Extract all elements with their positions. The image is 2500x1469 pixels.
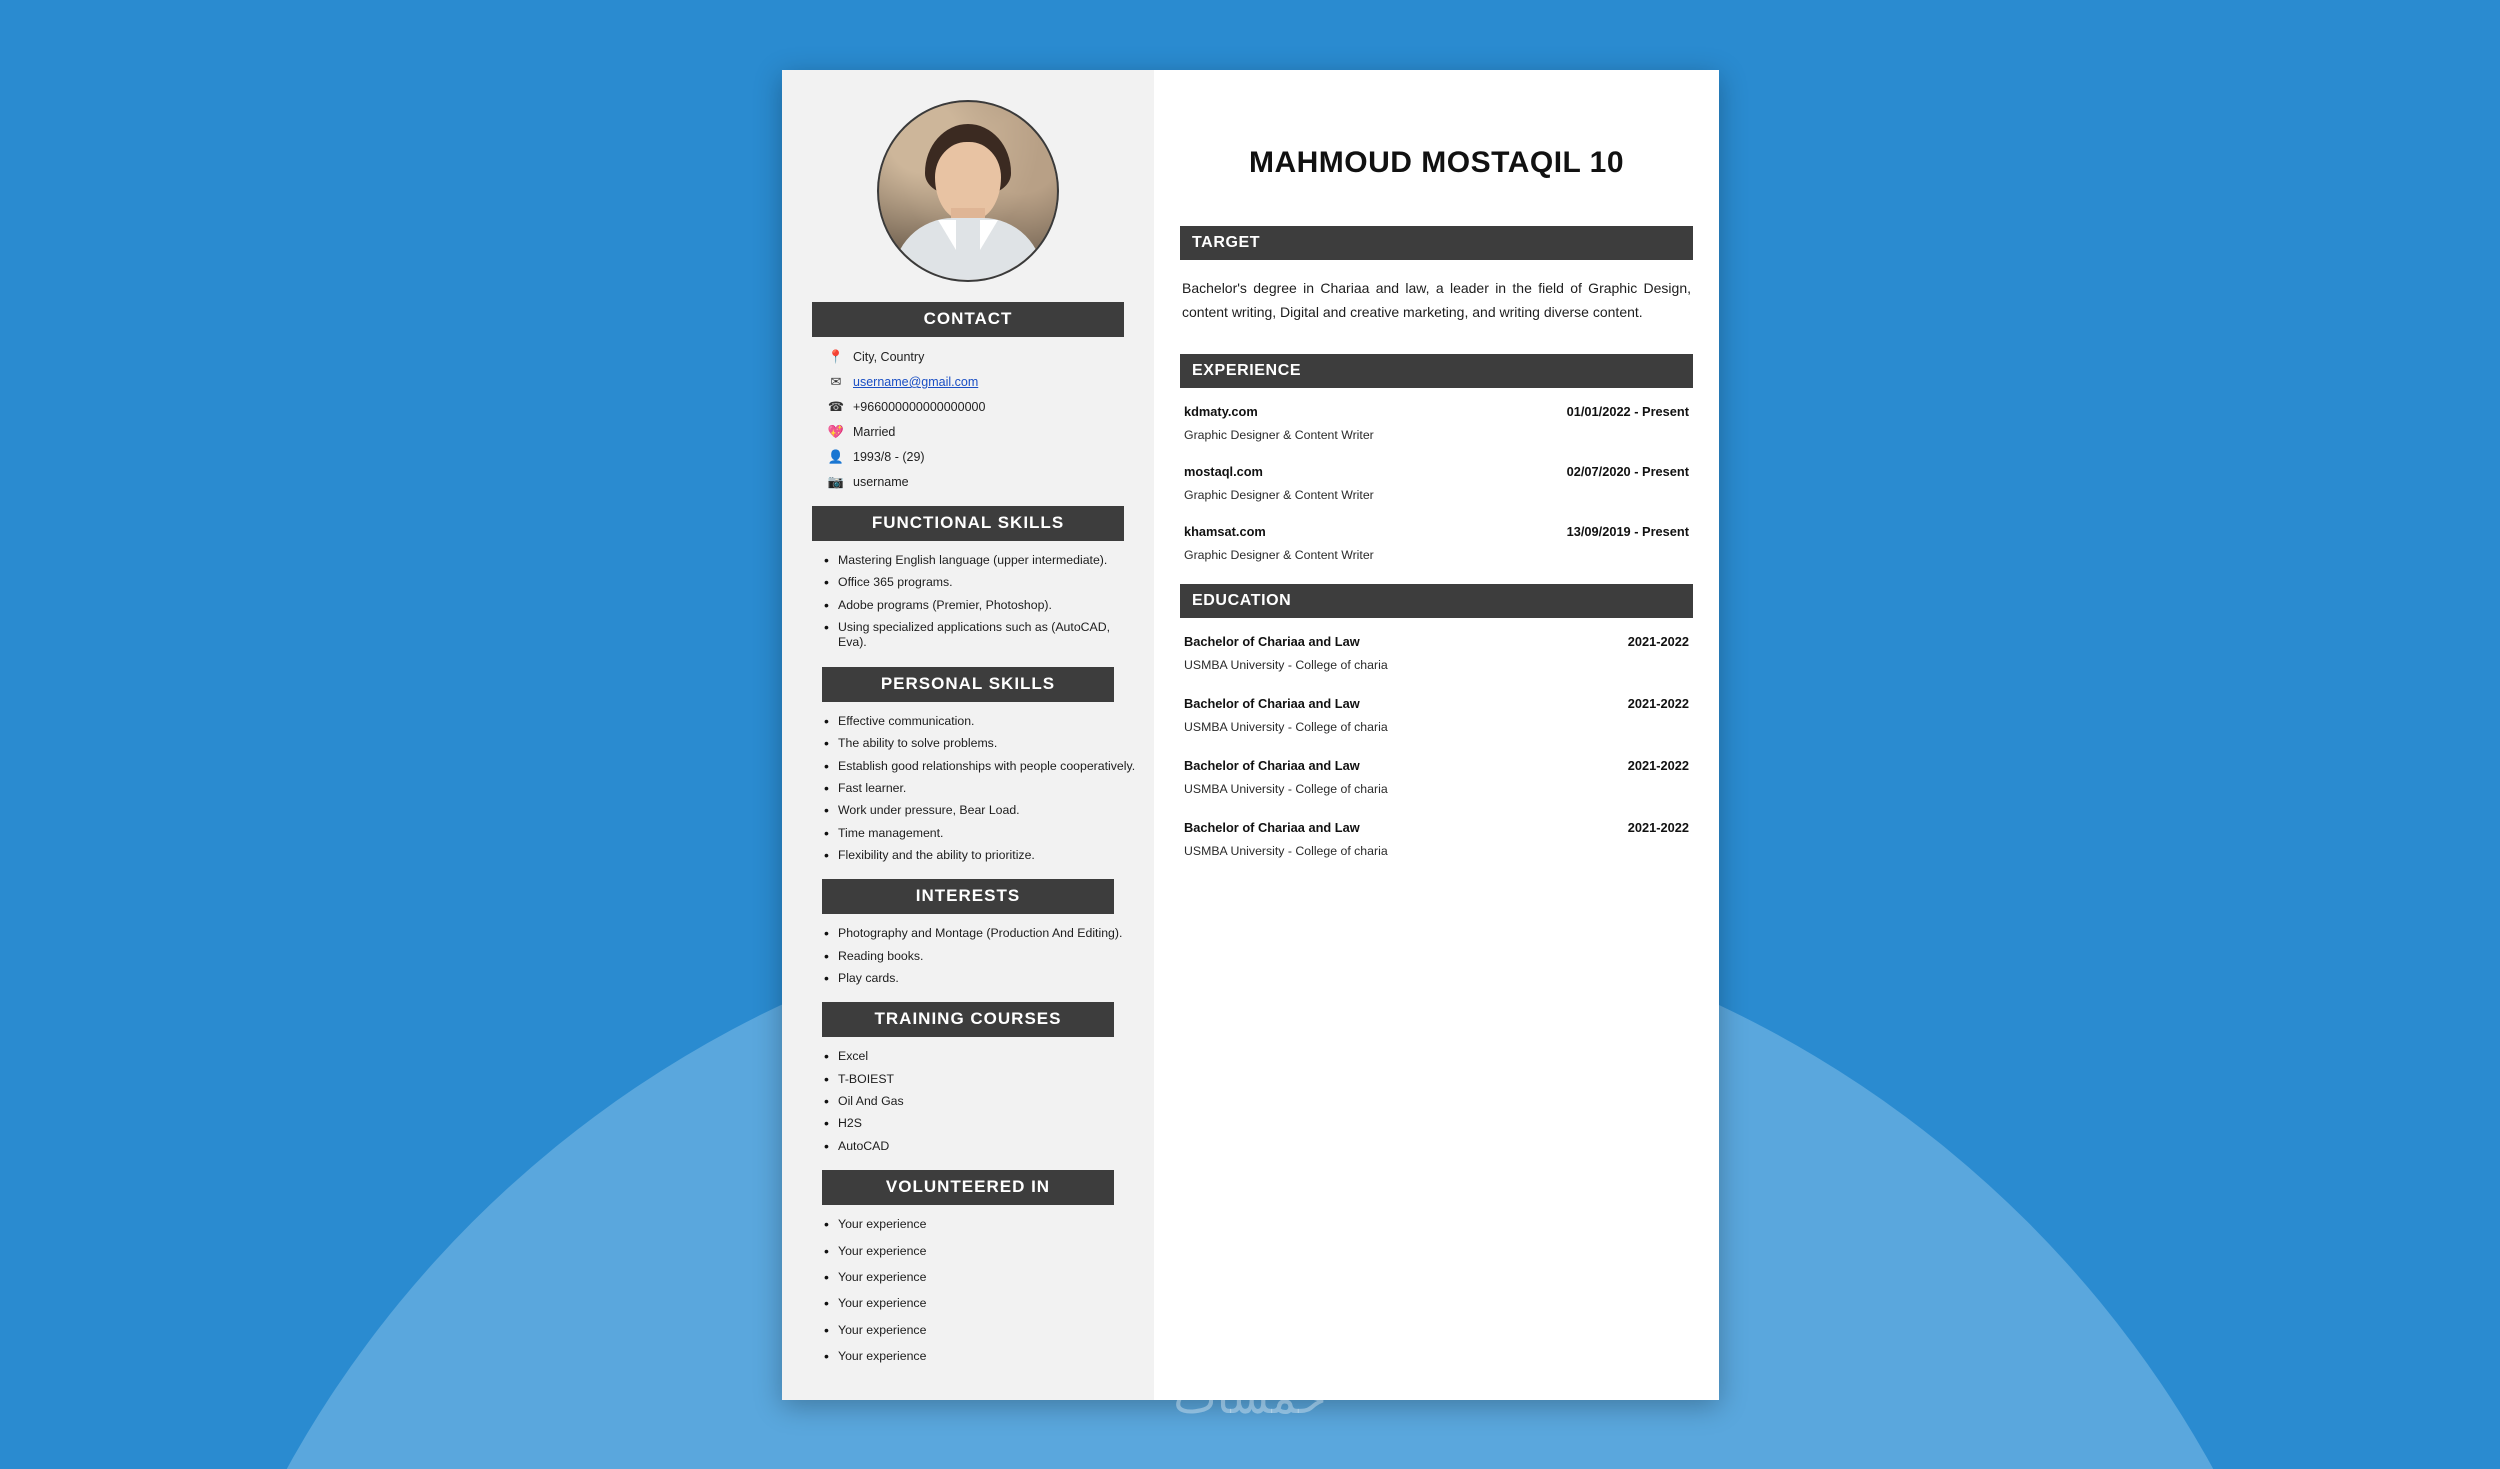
experience-entry <box>1184 404 1689 442</box>
education-degree: Bachelor of Chariaa and Law <box>1184 634 1360 650</box>
list-item: • Excel <box>838 1049 1136 1064</box>
contact-instagram-text: username <box>853 475 909 489</box>
heart-icon: 💖 <box>827 424 845 439</box>
experience-role: Graphic Designer & Content Writer <box>1184 488 1374 503</box>
experience-date: 01/01/2022 - Present <box>1566 404 1689 420</box>
education-degree: Bachelor of Chariaa and Law <box>1184 696 1360 712</box>
experience-entry <box>1184 464 1689 502</box>
envelope-icon: ✉ <box>830 374 842 389</box>
education-entry <box>1184 634 1689 672</box>
photo-collar-right <box>980 220 998 250</box>
list-item: • Mastering English language (upper intermediate). <box>838 553 1136 568</box>
list-item: • Your experience <box>838 1323 1136 1338</box>
list-item: • Office 365 programs. <box>838 575 1136 590</box>
contact-marital-text: Married <box>853 425 896 439</box>
contact-birthdate-text: 1993/8 - (29) <box>853 450 925 464</box>
experience-company: khamsat.com <box>1184 524 1266 540</box>
avatar <box>800 100 1136 282</box>
experience-date: 13/09/2019 - Present <box>1566 524 1689 540</box>
contact-list <box>826 349 1136 490</box>
list-item: • T-BOIEST <box>838 1072 1136 1087</box>
section-heading-personal-skills: PERSONAL SKILLS <box>822 667 1114 702</box>
contact-phone-text: +966000000000000000 <box>853 400 986 414</box>
education-date: 2021-2022 <box>1627 634 1689 650</box>
experience-role: Graphic Designer & Content Writer <box>1184 428 1374 443</box>
list-item: • Your experience <box>838 1244 1136 1259</box>
instagram-icon: 📷 <box>827 474 845 489</box>
section-heading-contact: CONTACT <box>812 302 1124 337</box>
experience-date: 02/07/2020 - Present <box>1566 464 1689 480</box>
location-pin-icon: 📍 <box>827 349 845 364</box>
list-item: • Reading books. <box>838 949 1136 964</box>
contact-item-birthdate <box>826 449 1136 465</box>
education-list <box>1180 634 1693 858</box>
interests-list <box>800 926 1136 986</box>
list-item: • Your experience <box>838 1296 1136 1311</box>
education-school: USMBA University - College of charia <box>1184 844 1388 859</box>
phone-icon: ☎ <box>827 399 845 414</box>
section-heading-experience: EXPERIENCE <box>1180 354 1693 388</box>
education-school: USMBA University - College of charia <box>1184 658 1388 673</box>
education-entry <box>1184 820 1689 858</box>
list-item: • Flexibility and the ability to prioritize. <box>838 848 1136 863</box>
experience-company: mostaql.com <box>1184 464 1263 480</box>
contact-item-email <box>826 374 1136 390</box>
education-date: 2021-2022 <box>1627 696 1689 712</box>
list-item: • The ability to solve problems. <box>838 736 1136 751</box>
section-heading-training-courses: TRAINING COURSES <box>822 1002 1114 1037</box>
list-item: • Your experience <box>838 1217 1136 1232</box>
list-item: • Fast learner. <box>838 781 1136 796</box>
list-item: • Your experience <box>838 1270 1136 1285</box>
education-entry <box>1184 758 1689 796</box>
photo-collar-left <box>938 220 956 250</box>
section-heading-target: TARGET <box>1180 226 1693 260</box>
contact-email-link[interactable]: username@gmail.com <box>853 375 979 389</box>
list-item: • Adobe programs (Premier, Photoshop). <box>838 598 1136 613</box>
list-item: • Using specialized applications such as (AutoCAD, Eva). <box>838 620 1136 651</box>
list-item: • Effective communication. <box>838 714 1136 729</box>
contact-item-marital-status <box>826 424 1136 440</box>
list-item: • H2S <box>838 1116 1136 1131</box>
profile-photo <box>877 100 1059 282</box>
education-date: 2021-2022 <box>1627 758 1689 774</box>
personal-skills-list <box>800 714 1136 864</box>
contact-item-phone <box>826 399 1136 415</box>
section-heading-functional-skills: FUNCTIONAL SKILLS <box>812 506 1124 541</box>
section-heading-interests: INTERESTS <box>822 879 1114 914</box>
functional-skills-list <box>800 553 1136 651</box>
volunteered-list <box>800 1217 1136 1364</box>
education-school: USMBA University - College of charia <box>1184 782 1388 797</box>
contact-item-location <box>826 349 1136 365</box>
person-icon: 👤 <box>827 449 845 464</box>
training-courses-list <box>800 1049 1136 1154</box>
resume-document <box>782 70 1719 1400</box>
resume-main <box>1154 70 1719 1400</box>
education-entry <box>1184 696 1689 734</box>
section-heading-education: EDUCATION <box>1180 584 1693 618</box>
education-date: 2021-2022 <box>1627 820 1689 836</box>
contact-item-instagram <box>826 474 1136 490</box>
watermark-text: خمسات <box>1173 1370 1327 1424</box>
list-item: • Establish good relationships with people cooperatively. <box>838 759 1136 774</box>
section-heading-volunteered-in: VOLUNTEERED IN <box>822 1170 1114 1205</box>
list-item: • Play cards. <box>838 971 1136 986</box>
experience-entry <box>1184 524 1689 562</box>
list-item: • Your experience <box>838 1349 1136 1364</box>
education-school: USMBA University - College of charia <box>1184 720 1388 735</box>
target-text: Bachelor's degree in Chariaa and law, a leader in the field of Graphic Design, content writing, Digital and creative marketing, and writing diverse content. <box>1182 280 1691 321</box>
list-item: • Oil And Gas <box>838 1094 1136 1109</box>
list-item: • Time management. <box>838 826 1136 841</box>
resume-sidebar <box>782 70 1154 1400</box>
contact-location-text: City, Country <box>853 350 925 364</box>
list-item: • Work under pressure, Bear Load. <box>838 803 1136 818</box>
experience-company: kdmaty.com <box>1184 404 1258 420</box>
experience-role: Graphic Designer & Content Writer <box>1184 548 1374 563</box>
education-degree: Bachelor of Chariaa and Law <box>1184 758 1360 774</box>
page-title: MAHMOUD MOSTAQIL 10 <box>1248 146 1625 179</box>
list-item: • Photography and Montage (Production And Editing). <box>838 926 1136 941</box>
list-item: • AutoCAD <box>838 1139 1136 1154</box>
education-degree: Bachelor of Chariaa and Law <box>1184 820 1360 836</box>
